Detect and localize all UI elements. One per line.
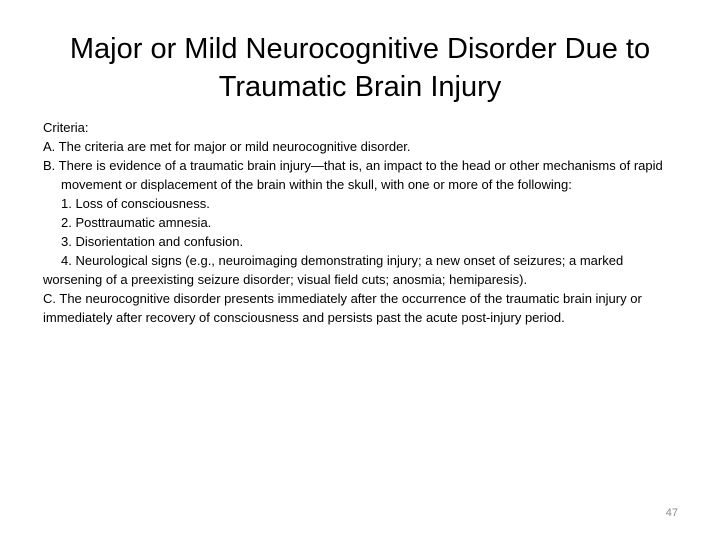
- criterion-c: C. The neurocognitive disorder presents immediately after the occurrence of the traumatic brain injury or immediately after recovery of consciousness and persists past the acute post-injury period.: [43, 291, 642, 325]
- criteria-heading: Criteria:: [43, 120, 89, 135]
- page-number: 47: [665, 507, 678, 519]
- slide-body: [43, 118, 683, 327]
- sub-item-4: 4. Neurological signs (e.g., neuroimaging demonstrating injury; a new onset of seizures; a marked worsening of a preexisting seizure disorder; visual field cuts; anosmia; hemiparesis).: [43, 253, 624, 287]
- slide-title: Major or Mild Neurocognitive Disorder Due to Traumatic Brain Injury: [69, 33, 651, 103]
- sub-item-2: 2. Posttraumatic amnesia.: [61, 215, 212, 230]
- criterion-a: A. The criteria are met for major or mild neurocognitive disorder.: [43, 139, 411, 154]
- sub-item-1: 1. Loss of consciousness.: [61, 196, 210, 211]
- sub-item-3: 3. Disorientation and confusion.: [61, 234, 244, 249]
- criterion-b: B. There is evidence of a traumatic brain injury—that is, an impact to the head or other mechanisms of rapid movement or displacement of the brain within the skull, with one or more of the following:: [43, 158, 663, 192]
